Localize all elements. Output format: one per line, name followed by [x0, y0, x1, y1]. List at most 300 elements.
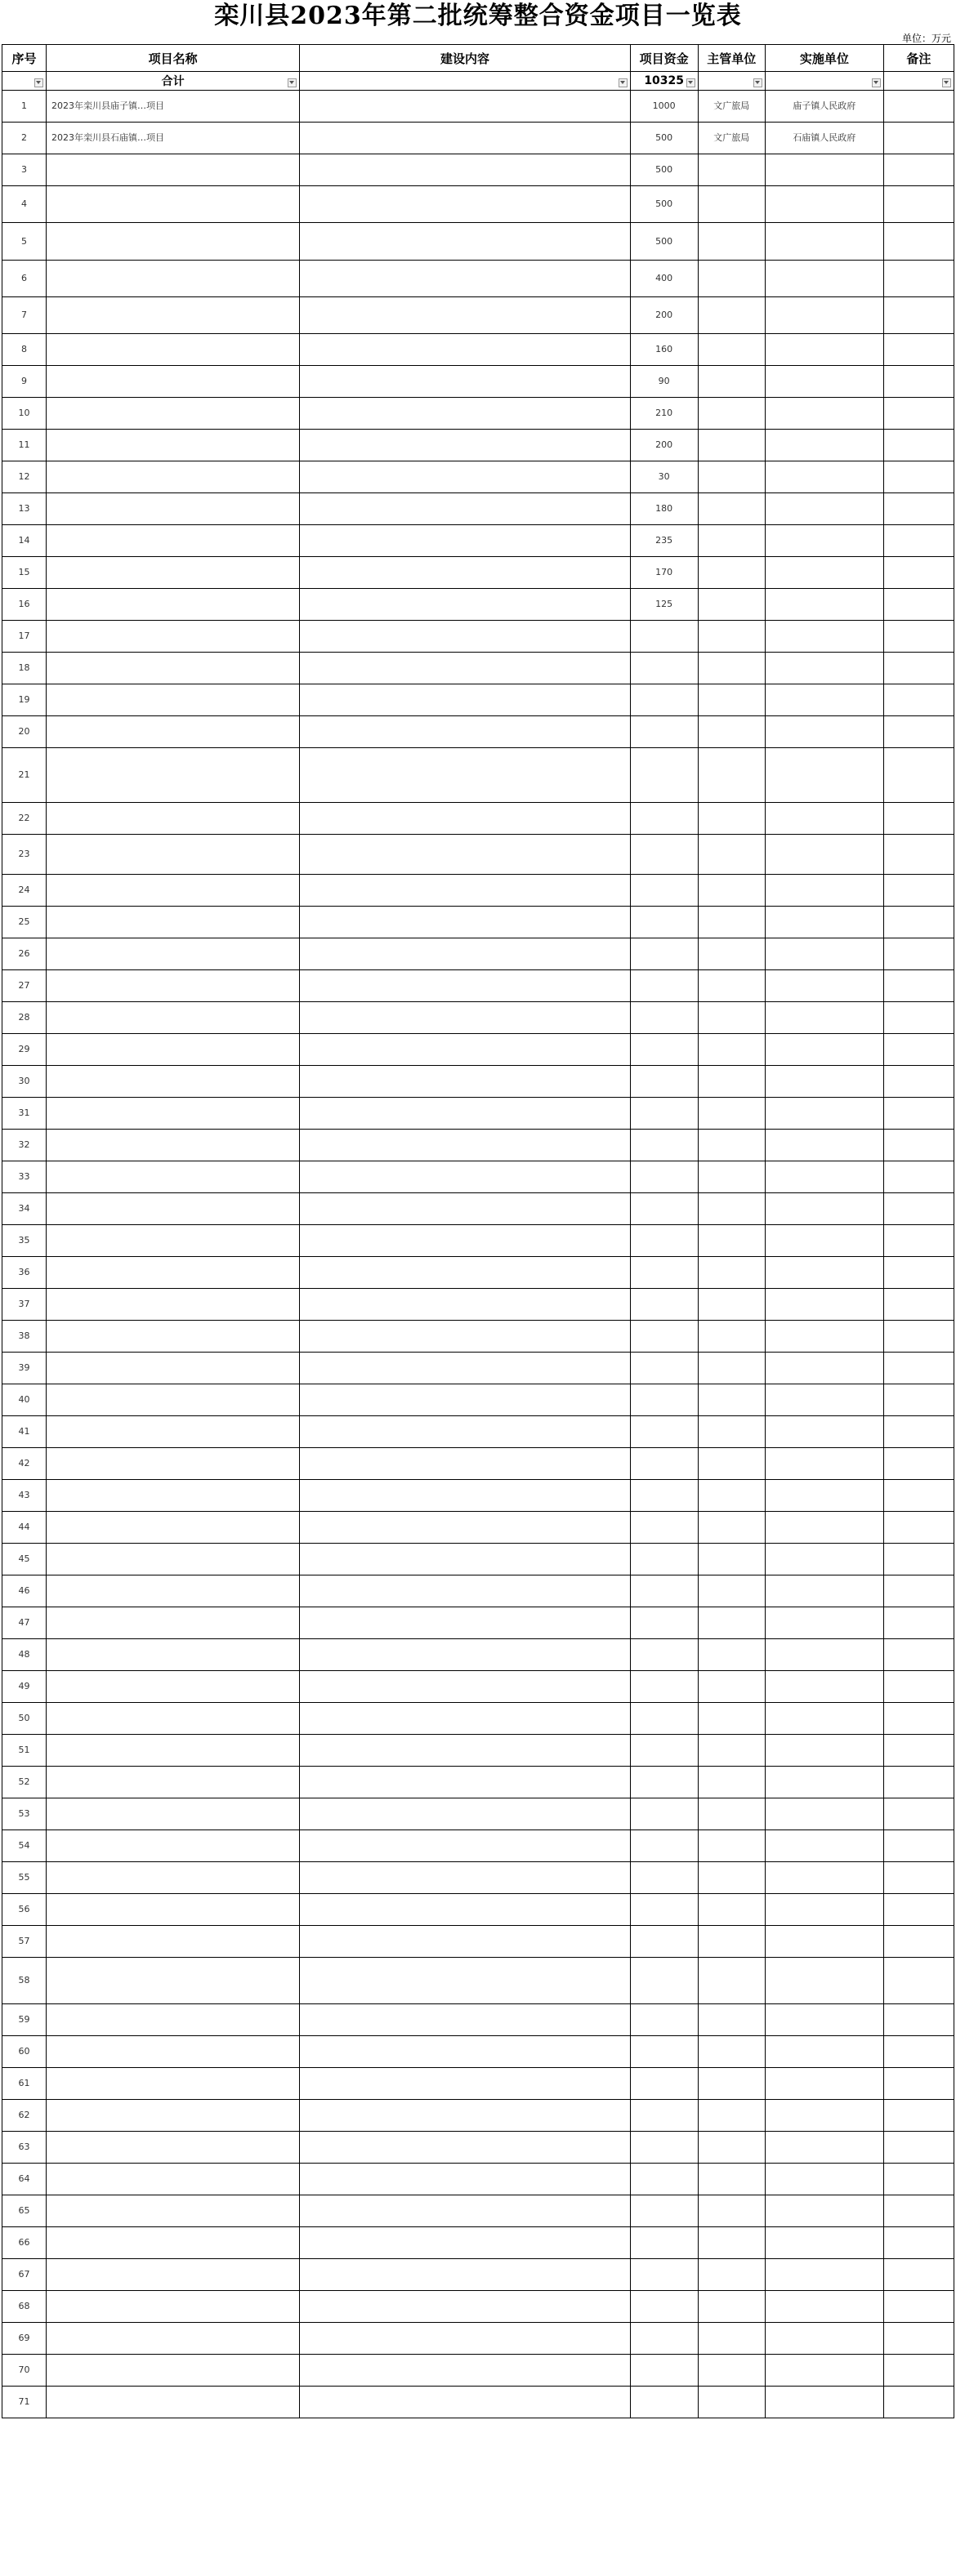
row-fund-cell — [630, 2227, 698, 2259]
row-seq-cell: 16 — [2, 589, 47, 621]
row-content-cell — [300, 493, 630, 525]
row-remark-cell — [883, 91, 954, 123]
row-impl-cell — [765, 297, 883, 334]
row-remark-cell — [883, 1862, 954, 1894]
row-fund-cell — [630, 1575, 698, 1607]
row-remark-cell — [883, 1894, 954, 1926]
row-content-cell — [300, 589, 630, 621]
row-dept-cell — [698, 803, 765, 835]
row-seq-cell: 64 — [2, 2164, 47, 2195]
row-name-cell — [47, 1416, 300, 1448]
row-dept-cell — [698, 2004, 765, 2036]
row-impl-cell — [765, 1448, 883, 1480]
column-header-name: 项目名称 — [47, 45, 300, 72]
row-name-cell — [47, 2387, 300, 2418]
row-dept-cell — [698, 2195, 765, 2227]
row-dept-cell — [698, 1480, 765, 1512]
row-content-cell — [300, 907, 630, 938]
row-name-cell — [47, 2323, 300, 2355]
row-fund-cell: 30 — [630, 461, 698, 493]
row-name-cell — [47, 1926, 300, 1958]
row-name-cell — [47, 261, 300, 297]
row-impl-cell — [765, 1416, 883, 1448]
row-impl-cell — [765, 907, 883, 938]
row-impl-cell — [765, 716, 883, 748]
row-seq-cell: 5 — [2, 223, 47, 261]
unit-label: 单位：万元 — [901, 33, 951, 44]
row-remark-cell — [883, 2068, 954, 2100]
row-name-cell — [47, 1225, 300, 1257]
row-fund-cell — [630, 1353, 698, 1384]
row-fund-cell — [630, 1830, 698, 1862]
table-row — [2, 1703, 954, 1735]
table-row — [2, 1958, 954, 2004]
row-dept-cell — [698, 589, 765, 621]
row-fund-cell — [630, 2355, 698, 2387]
row-remark-cell — [883, 1034, 954, 1066]
row-name-cell — [47, 1639, 300, 1671]
row-fund-cell — [630, 1130, 698, 1161]
row-dept-cell — [698, 1384, 765, 1416]
total-dept-cell — [698, 72, 765, 91]
table-row — [2, 1544, 954, 1575]
table-row — [2, 123, 954, 154]
row-remark-cell — [883, 1098, 954, 1130]
row-fund-cell: 125 — [630, 589, 698, 621]
row-impl-cell — [765, 1098, 883, 1130]
document-page — [2, 0, 954, 2418]
row-dept-cell — [698, 2259, 765, 2291]
row-name-cell — [47, 1257, 300, 1289]
table-row — [2, 1735, 954, 1767]
row-impl-cell — [765, 1066, 883, 1098]
row-fund-cell — [630, 1448, 698, 1480]
row-seq-cell: 41 — [2, 1416, 47, 1448]
row-fund-cell — [630, 1066, 698, 1098]
table-row — [2, 1098, 954, 1130]
row-impl-cell — [765, 1002, 883, 1034]
filter-dropdown-icon[interactable] — [753, 78, 762, 87]
row-dept-cell — [698, 1735, 765, 1767]
row-fund-cell — [630, 2132, 698, 2164]
row-seq-cell: 27 — [2, 970, 47, 1002]
table-row — [2, 2068, 954, 2100]
row-impl-cell — [765, 2068, 883, 2100]
row-dept-cell — [698, 1607, 765, 1639]
filter-dropdown-icon[interactable] — [34, 78, 43, 87]
row-name-cell — [47, 1161, 300, 1193]
row-impl-cell — [765, 2259, 883, 2291]
row-impl-cell — [765, 1353, 883, 1384]
row-content-cell — [300, 2068, 630, 2100]
row-impl-cell — [765, 1671, 883, 1703]
table-row — [2, 748, 954, 803]
row-remark-cell — [883, 1544, 954, 1575]
row-name-cell — [47, 2100, 300, 2132]
row-fund-cell — [630, 1002, 698, 1034]
row-remark-cell — [883, 334, 954, 366]
row-name-cell — [47, 1767, 300, 1798]
table-row — [2, 803, 954, 835]
row-content-cell — [300, 557, 630, 589]
row-name-cell — [47, 621, 300, 653]
row-dept-cell — [698, 2036, 765, 2068]
table-row — [2, 1926, 954, 1958]
row-name-cell: 2023年栾川县庙子镇…项目 — [47, 91, 300, 123]
row-dept-cell — [698, 493, 765, 525]
row-name-cell — [47, 1130, 300, 1161]
row-content-cell — [300, 261, 630, 297]
column-header-remark: 备注 — [883, 45, 954, 72]
row-content-cell — [300, 1639, 630, 1671]
row-name-cell — [47, 938, 300, 970]
table-row — [2, 1448, 954, 1480]
table-row — [2, 154, 954, 186]
row-impl-cell — [765, 1575, 883, 1607]
row-content-cell — [300, 1225, 630, 1257]
header-row — [2, 45, 954, 72]
row-dept-cell — [698, 2323, 765, 2355]
row-content-cell — [300, 1575, 630, 1607]
row-seq-cell: 34 — [2, 1193, 47, 1225]
row-name-cell — [47, 1098, 300, 1130]
row-remark-cell — [883, 1798, 954, 1830]
row-dept-cell — [698, 970, 765, 1002]
row-impl-cell — [765, 525, 883, 557]
row-fund-cell — [630, 1798, 698, 1830]
table-row — [2, 2195, 954, 2227]
row-seq-cell: 63 — [2, 2132, 47, 2164]
row-name-cell — [47, 684, 300, 716]
row-seq-cell: 6 — [2, 261, 47, 297]
row-dept-cell — [698, 398, 765, 430]
row-content-cell — [300, 2004, 630, 2036]
row-seq-cell: 53 — [2, 1798, 47, 1830]
table-row — [2, 716, 954, 748]
table-row — [2, 223, 954, 261]
table-row — [2, 297, 954, 334]
row-remark-cell — [883, 875, 954, 907]
row-remark-cell — [883, 1671, 954, 1703]
row-impl-cell — [765, 1544, 883, 1575]
row-seq-cell: 19 — [2, 684, 47, 716]
row-seq-cell: 67 — [2, 2259, 47, 2291]
row-name-cell — [47, 557, 300, 589]
row-content-cell — [300, 1448, 630, 1480]
row-content-cell — [300, 123, 630, 154]
row-content-cell — [300, 430, 630, 461]
row-impl-cell — [765, 1767, 883, 1798]
row-seq-cell: 2 — [2, 123, 47, 154]
row-impl-cell — [765, 589, 883, 621]
column-header-fund: 项目资金 — [630, 45, 698, 72]
row-fund-cell — [630, 2068, 698, 2100]
row-seq-cell: 37 — [2, 1289, 47, 1321]
row-remark-cell — [883, 1321, 954, 1353]
row-remark-cell — [883, 2100, 954, 2132]
row-content-cell — [300, 525, 630, 557]
row-name-cell — [47, 1448, 300, 1480]
row-fund-cell — [630, 1225, 698, 1257]
row-impl-cell — [765, 2355, 883, 2387]
row-impl-cell — [765, 1193, 883, 1225]
row-dept-cell — [698, 1193, 765, 1225]
row-content-cell — [300, 1894, 630, 1926]
row-seq-cell: 20 — [2, 716, 47, 748]
table-row — [2, 1416, 954, 1448]
row-name-cell — [47, 1671, 300, 1703]
row-remark-cell — [883, 1512, 954, 1544]
row-fund-cell — [630, 716, 698, 748]
row-impl-cell — [765, 1639, 883, 1671]
table-row — [2, 2227, 954, 2259]
column-header-content: 建设内容 — [300, 45, 630, 72]
table-row — [2, 1384, 954, 1416]
row-seq-cell: 66 — [2, 2227, 47, 2259]
row-name-cell — [47, 2132, 300, 2164]
table-row — [2, 1830, 954, 1862]
row-seq-cell: 3 — [2, 154, 47, 186]
row-impl-cell — [765, 684, 883, 716]
table-row — [2, 653, 954, 684]
row-impl-cell — [765, 1958, 883, 2004]
table-row — [2, 684, 954, 716]
table-row — [2, 1607, 954, 1639]
row-dept-cell — [698, 1289, 765, 1321]
row-name-cell — [47, 1575, 300, 1607]
row-seq-cell: 8 — [2, 334, 47, 366]
row-dept-cell — [698, 1034, 765, 1066]
row-dept-cell — [698, 1926, 765, 1958]
row-seq-cell: 54 — [2, 1830, 47, 1862]
row-impl-cell — [765, 1384, 883, 1416]
row-impl-cell — [765, 223, 883, 261]
table-row — [2, 1257, 954, 1289]
filter-dropdown-icon[interactable] — [619, 78, 628, 87]
filter-dropdown-icon[interactable] — [872, 78, 881, 87]
row-name-cell — [47, 970, 300, 1002]
filter-dropdown-icon[interactable] — [942, 78, 951, 87]
row-impl-cell — [765, 748, 883, 803]
row-impl-cell — [765, 1161, 883, 1193]
row-impl-cell — [765, 398, 883, 430]
row-dept-cell: 文广旅局 — [698, 123, 765, 154]
row-fund-cell: 200 — [630, 297, 698, 334]
row-remark-cell — [883, 716, 954, 748]
row-remark-cell — [883, 1130, 954, 1161]
row-remark-cell — [883, 653, 954, 684]
row-content-cell — [300, 2164, 630, 2195]
row-fund-cell — [630, 2164, 698, 2195]
row-content-cell — [300, 1830, 630, 1862]
row-impl-cell — [765, 1862, 883, 1894]
row-content-cell — [300, 461, 630, 493]
row-impl-cell — [765, 261, 883, 297]
row-remark-cell — [883, 1480, 954, 1512]
row-dept-cell: 文广旅局 — [698, 91, 765, 123]
row-seq-cell: 7 — [2, 297, 47, 334]
row-content-cell — [300, 1862, 630, 1894]
total-amount: 10325 — [644, 74, 685, 87]
row-impl-cell — [765, 2004, 883, 2036]
row-name-cell: 2023年栾川县石庙镇…项目 — [47, 123, 300, 154]
row-remark-cell — [883, 907, 954, 938]
row-remark-cell — [883, 123, 954, 154]
table-row — [2, 461, 954, 493]
table-row — [2, 334, 954, 366]
row-fund-cell — [630, 1193, 698, 1225]
row-seq-cell: 29 — [2, 1034, 47, 1066]
row-dept-cell — [698, 1353, 765, 1384]
row-content-cell — [300, 2036, 630, 2068]
row-seq-cell: 17 — [2, 621, 47, 653]
table-row — [2, 938, 954, 970]
row-seq-cell: 52 — [2, 1767, 47, 1798]
row-name-cell — [47, 2355, 300, 2387]
row-fund-cell — [630, 1416, 698, 1448]
row-dept-cell — [698, 1130, 765, 1161]
row-name-cell — [47, 589, 300, 621]
row-content-cell — [300, 2291, 630, 2323]
row-impl-cell — [765, 1926, 883, 1958]
row-name-cell — [47, 398, 300, 430]
row-name-cell — [47, 1321, 300, 1353]
row-dept-cell — [698, 297, 765, 334]
row-fund-cell — [630, 1480, 698, 1512]
table-row — [2, 2100, 954, 2132]
row-dept-cell — [698, 1703, 765, 1735]
table-row — [2, 875, 954, 907]
row-fund-cell — [630, 938, 698, 970]
row-content-cell — [300, 2259, 630, 2291]
row-content-cell — [300, 1798, 630, 1830]
row-dept-cell — [698, 525, 765, 557]
row-impl-cell — [765, 1798, 883, 1830]
row-impl-cell — [765, 1225, 883, 1257]
row-name-cell — [47, 1034, 300, 1066]
row-seq-cell: 26 — [2, 938, 47, 970]
row-seq-cell: 61 — [2, 2068, 47, 2100]
row-fund-cell: 235 — [630, 525, 698, 557]
table-row — [2, 970, 954, 1002]
row-fund-cell — [630, 748, 698, 803]
row-impl-cell — [765, 2323, 883, 2355]
row-seq-cell: 55 — [2, 1862, 47, 1894]
row-remark-cell — [883, 154, 954, 186]
row-name-cell — [47, 334, 300, 366]
row-fund-cell: 1000 — [630, 91, 698, 123]
row-remark-cell — [883, 2164, 954, 2195]
row-content-cell — [300, 297, 630, 334]
total-label-cell — [47, 72, 300, 91]
table-row — [2, 2323, 954, 2355]
row-seq-cell: 32 — [2, 1130, 47, 1161]
table-row — [2, 1575, 954, 1607]
row-fund-cell — [630, 1289, 698, 1321]
row-content-cell — [300, 2387, 630, 2418]
row-fund-cell — [630, 1257, 698, 1289]
table-row — [2, 621, 954, 653]
row-remark-cell — [883, 430, 954, 461]
row-seq-cell: 43 — [2, 1480, 47, 1512]
row-content-cell — [300, 1130, 630, 1161]
row-seq-cell: 40 — [2, 1384, 47, 1416]
row-remark-cell — [883, 2259, 954, 2291]
row-dept-cell — [698, 461, 765, 493]
row-dept-cell — [698, 1767, 765, 1798]
row-dept-cell — [698, 1066, 765, 1098]
row-remark-cell — [883, 684, 954, 716]
row-seq-cell: 70 — [2, 2355, 47, 2387]
row-fund-cell: 200 — [630, 430, 698, 461]
row-fund-cell — [630, 1767, 698, 1798]
table-row — [2, 2355, 954, 2387]
row-name-cell — [47, 1830, 300, 1862]
row-content-cell — [300, 2227, 630, 2259]
row-content-cell — [300, 835, 630, 875]
row-impl-cell — [765, 2227, 883, 2259]
row-content-cell — [300, 1958, 630, 2004]
row-remark-cell — [883, 1289, 954, 1321]
row-impl-cell — [765, 938, 883, 970]
row-remark-cell — [883, 1958, 954, 2004]
row-name-cell — [47, 907, 300, 938]
row-content-cell — [300, 1098, 630, 1130]
row-impl-cell — [765, 1703, 883, 1735]
row-name-cell — [47, 2291, 300, 2323]
row-fund-cell: 170 — [630, 557, 698, 589]
row-remark-cell — [883, 2004, 954, 2036]
column-header-seq: 序号 — [2, 45, 47, 72]
row-dept-cell — [698, 1544, 765, 1575]
table-row — [2, 1161, 954, 1193]
row-fund-cell — [630, 875, 698, 907]
row-fund-cell — [630, 1607, 698, 1639]
row-content-cell — [300, 938, 630, 970]
table-row — [2, 2132, 954, 2164]
row-name-cell — [47, 1353, 300, 1384]
row-name-cell — [47, 1480, 300, 1512]
row-name-cell — [47, 1735, 300, 1767]
row-fund-cell — [630, 684, 698, 716]
row-seq-cell: 68 — [2, 2291, 47, 2323]
table-row — [2, 1353, 954, 1384]
table-row — [2, 1798, 954, 1830]
table-row — [2, 2036, 954, 2068]
filter-dropdown-icon[interactable] — [686, 78, 695, 87]
row-dept-cell — [698, 835, 765, 875]
row-impl-cell — [765, 1257, 883, 1289]
table-row — [2, 1671, 954, 1703]
row-dept-cell — [698, 1225, 765, 1257]
row-remark-cell — [883, 398, 954, 430]
row-impl-cell — [765, 2100, 883, 2132]
row-content-cell — [300, 2100, 630, 2132]
row-content-cell — [300, 970, 630, 1002]
filter-dropdown-icon[interactable] — [288, 78, 297, 87]
row-impl-cell — [765, 430, 883, 461]
row-impl-cell — [765, 835, 883, 875]
row-name-cell — [47, 716, 300, 748]
row-impl-cell — [765, 1321, 883, 1353]
row-fund-cell — [630, 1384, 698, 1416]
table-row — [2, 1289, 954, 1321]
row-impl-cell — [765, 461, 883, 493]
row-content-cell — [300, 653, 630, 684]
row-impl-cell — [765, 1480, 883, 1512]
row-impl-cell — [765, 621, 883, 653]
row-impl-cell — [765, 1512, 883, 1544]
